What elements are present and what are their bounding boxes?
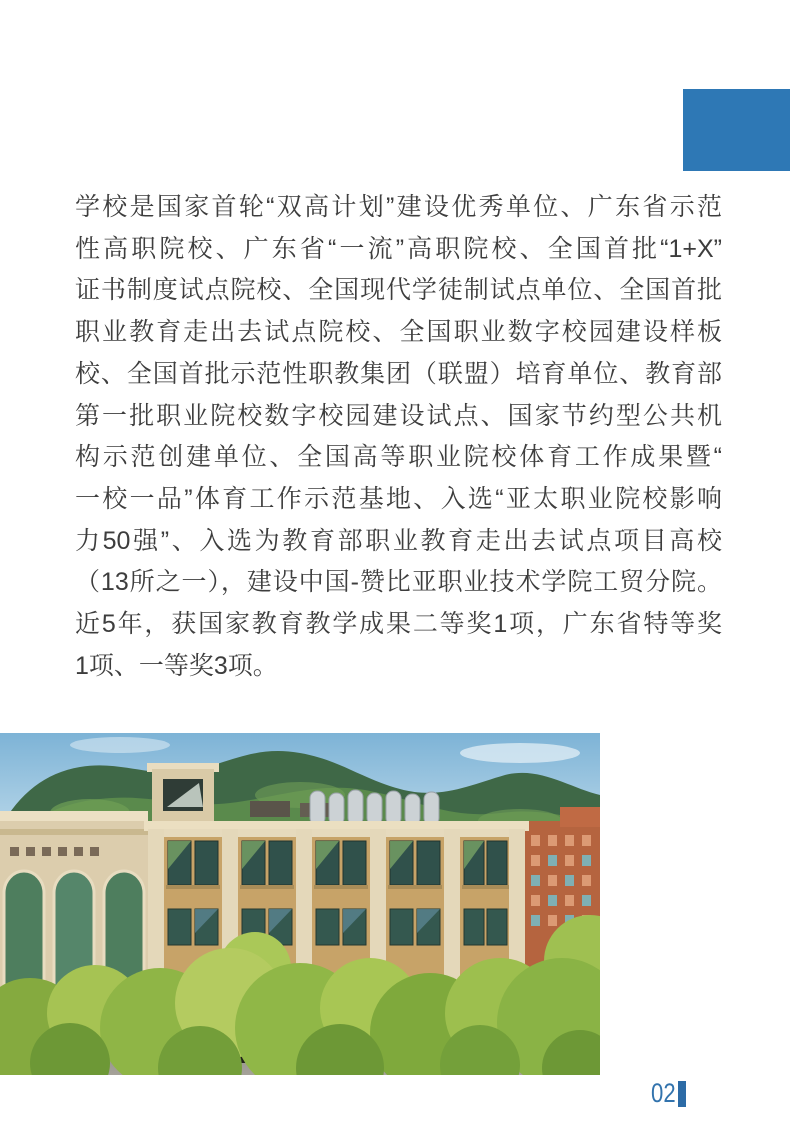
paragraph-line: 构示范创建单位、全国高等职业院校体育工作成果暨“ xyxy=(75,443,722,472)
left-arch-building xyxy=(0,811,162,993)
page-number-bar xyxy=(678,1081,686,1107)
corner-accent-block xyxy=(683,89,790,171)
page-number: 02 xyxy=(651,1078,676,1108)
paragraph-line: 学校是国家首轮“双高计划”建设优秀单位、广东省示范 xyxy=(75,193,722,221)
paragraph-line: 校、全国首批示范性职教集团（联盟）培育单位、教育部 xyxy=(75,359,722,388)
paragraph-line: 证书制度试点院校、全国现代学徒制试点单位、全国首批 xyxy=(75,276,722,305)
paragraph-line: 1项、一等奖3项。 xyxy=(75,651,278,680)
paragraph-line: （13所之一），建设中国-赞比亚职业技术学院工贸分院。 xyxy=(75,568,722,597)
intro-paragraph xyxy=(75,187,722,687)
campus-photo-illustration xyxy=(0,733,600,1075)
paragraph-line: 近5年，获国家教育教学成果二等奖1项，广东省特等奖 xyxy=(75,610,722,639)
paragraph-line: 一校一品”体育工作示范基地、入选“亚太职业院校影响 xyxy=(75,484,722,513)
campus-photo xyxy=(0,733,600,1075)
paragraph-line: 第一批职业院校数字校园建设试点、国家节约型公共机 xyxy=(75,401,722,430)
paragraph-line: 性高职院校、广东省“一流”高职院校、全国首批“1+X” xyxy=(75,234,722,263)
paragraph-line: 力50强”、入选为教育部职业教育走出去试点项目高校 xyxy=(75,526,722,555)
page-footer xyxy=(651,1078,686,1110)
paragraph-line: 职业教育走出去试点院校、全国职业数字校园建设样板 xyxy=(75,318,722,347)
